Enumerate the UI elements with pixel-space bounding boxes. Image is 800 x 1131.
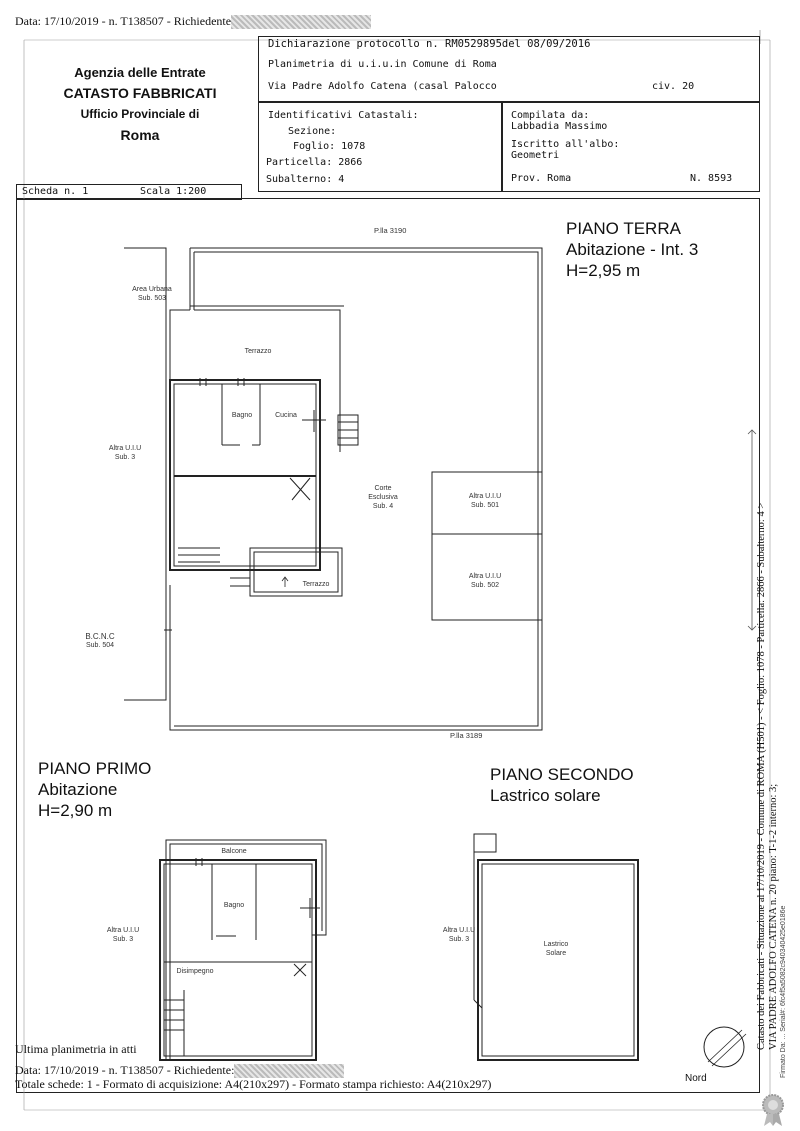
sub-502-text: Sub. 502 xyxy=(470,582,500,589)
side-firmato-text: Firmato Da: ... Serial#: 6fc4f5a5082c940340425e0186e xyxy=(780,905,787,1078)
sub-3-second-text: Sub. 3 xyxy=(448,936,470,943)
civico: civ. 20 xyxy=(652,81,695,92)
bcnc-text: B.C.N.C xyxy=(85,632,115,641)
ground-title-3: H=2,95 m xyxy=(566,261,641,280)
numero-albo: N. 8593 xyxy=(690,173,733,184)
plla-3189: P.lla 3189 xyxy=(450,731,483,740)
identificativi-label: Identificativi Catastali: xyxy=(268,110,419,121)
ultima-planimetria: Ultima planimetria in atti xyxy=(15,1042,137,1056)
lastrico-text: Lastrico xyxy=(543,941,569,948)
foglio: Foglio: 1078 xyxy=(293,141,366,152)
compilatore: Labbadia Massimo xyxy=(511,121,608,132)
dichiarazione: Dichiarazione protocollo n. RM0529895del 08/09/2016 xyxy=(268,38,591,50)
agency-ufficio: Ufficio Provinciale di xyxy=(80,107,200,121)
first-title-1: PIANO PRIMO xyxy=(38,759,152,778)
particella: Particella: 2866 xyxy=(266,157,363,168)
compilata-label: Compilata da: xyxy=(511,110,590,121)
iscritto-label: Iscritto all'albo: xyxy=(511,139,620,150)
altra-uiu-second-text: Altra U.I.U xyxy=(442,927,476,934)
footer-data-text: Data: 17/10/2019 - n. T138507 - Richiedente: xyxy=(15,1063,235,1077)
altra-uiu-501-text: Altra U.I.U xyxy=(468,493,502,500)
terrazzo-label: Terrazzo xyxy=(244,348,272,355)
sub-503: Sub. 503 xyxy=(137,295,167,302)
footer-data-line xyxy=(15,1063,344,1078)
subalterno: Subalterno: 4 xyxy=(266,174,345,185)
ground-title-1: PIANO TERRA xyxy=(566,219,681,238)
area-urbana-text: Area Urbana xyxy=(132,286,172,293)
sub-3-first-text: Sub. 3 xyxy=(112,936,134,943)
ground-title-2: Abitazione - Int. 3 xyxy=(566,240,699,259)
provincia: Prov. Roma xyxy=(511,173,572,184)
top-request-text: Data: 17/10/2019 - n. T138507 - Richiedente xyxy=(15,14,232,28)
altra-uiu-502-text: Altra U.I.U xyxy=(468,573,502,580)
sub-4-text: Sub. 4 xyxy=(372,503,394,510)
sezione: Sezione: xyxy=(288,126,337,137)
solare-text: Solare xyxy=(545,950,567,957)
agency-catasto: CATASTO FABBRICATI xyxy=(63,85,217,101)
nord-label: Nord xyxy=(685,1073,707,1084)
terrazzo-small-label: Terrazzo xyxy=(302,581,330,588)
albo: Geometri xyxy=(511,150,560,161)
agency-name: Agenzia delle Entrate xyxy=(74,65,206,80)
altra-uiu-first-text: Altra U.I.U xyxy=(106,927,140,934)
lastrico-solare-label xyxy=(534,940,578,958)
seal-icon xyxy=(760,1092,786,1128)
planimetria-line: Planimetria di u.i.u.in Comune di Roma xyxy=(268,59,497,70)
corte-text: Corte xyxy=(374,485,392,492)
cucina-label: Cucina xyxy=(275,412,297,419)
second-title-2: Lastrico solare xyxy=(490,786,601,805)
altra-uiu-text: Altra U.I.U xyxy=(108,445,142,452)
bagno-first-label: Bagno xyxy=(223,902,245,909)
first-title-3: H=2,90 m xyxy=(38,801,113,820)
sub-501-text: Sub. 501 xyxy=(470,502,500,509)
second-title-1: PIANO SECONDO xyxy=(490,765,634,784)
side-address-text: VIA PADRE ADOLFO CATENA n. 20 piano: T-1-2 interno: 3; xyxy=(768,783,779,1050)
balcone-label: Balcone xyxy=(221,848,247,855)
disimpegno-label: Disimpegno xyxy=(176,968,214,975)
altra-uiu-sub3-second xyxy=(434,926,484,944)
first-title-2: Abitazione xyxy=(38,780,118,799)
bagno-label: Bagno xyxy=(231,412,253,419)
agency-city: Roma xyxy=(120,127,160,143)
scheda-number: Scheda n. 1 xyxy=(22,186,89,197)
sub-504-text: Sub. 504 xyxy=(85,642,115,649)
sub-3-text: Sub. 3 xyxy=(114,454,136,461)
scale: Scala 1:200 xyxy=(140,186,207,197)
footer-totale: Totale schede: 1 - Formato di acquisizione: A4(210x297) - Formato stampa richiesto: A4(210x297) xyxy=(15,1077,492,1091)
side-situation-text: Catasto dei Fabbricati - Situazione al 17/10/2019 - Comune di ROMA (H501) - < Foglio: 1078 - Particella: 2866 - Subalterno: 4 > xyxy=(756,502,767,1050)
plla-3190: P.lla 3190 xyxy=(374,226,407,235)
esclusiva-text: Esclusiva xyxy=(368,494,398,501)
address-line: Via Padre Adolfo Catena (casal Palocco xyxy=(268,81,497,92)
